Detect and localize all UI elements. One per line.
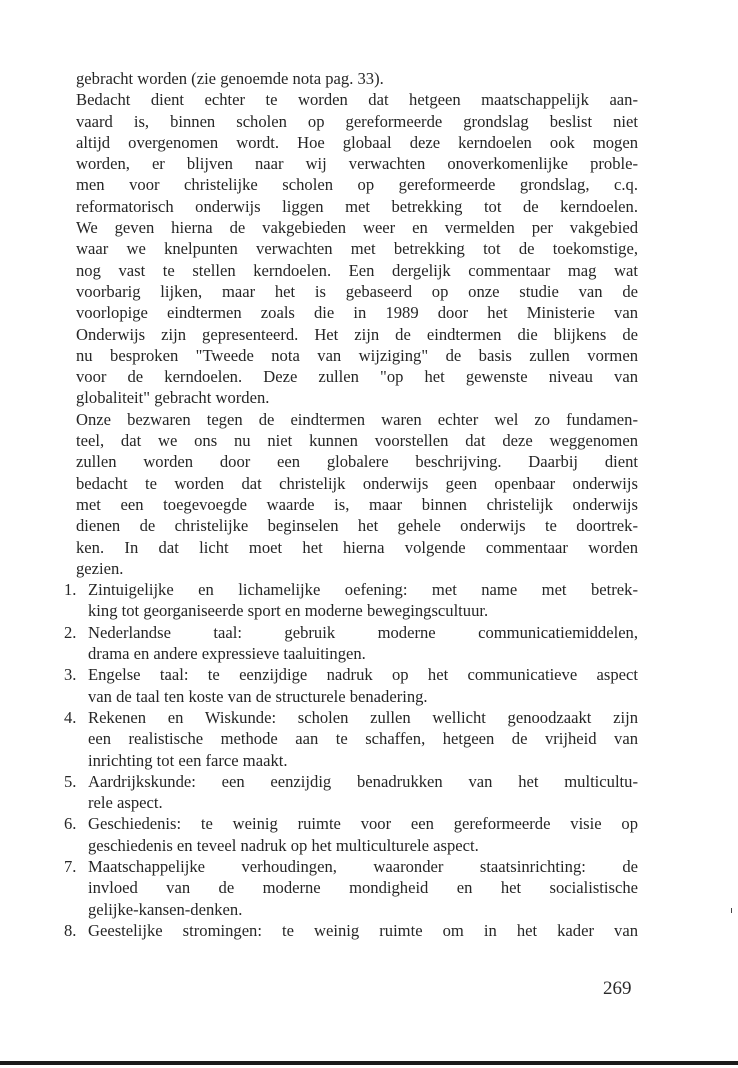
list-item-line [64, 813, 638, 834]
list-item-line: king tot georganiseerde sport en moderne bewegingscultuur. [88, 601, 489, 621]
text-line: bedacht te worden dat christelijk onderwijs geen openbaar onderwijs [76, 473, 638, 493]
text-line: met een toegevoegde waarde is, maar binnen christelijk onderwijs [76, 494, 638, 514]
list-item-line [64, 664, 638, 685]
paragraph-2 [76, 409, 638, 579]
text-line: nu besproken "Tweede nota van wijziging" de basis zullen vormen [76, 345, 638, 365]
list-item [64, 920, 638, 941]
list-number: 1. [64, 580, 77, 600]
page-text [64, 68, 638, 941]
list-number: 8. [64, 920, 77, 940]
list-item [64, 664, 638, 707]
list-item [64, 813, 638, 856]
list-number: 7. [64, 856, 77, 876]
list-item-line: invloed van de moderne mondigheid en het socialistische [88, 878, 638, 898]
text-line: We geven hierna de vakgebieden weer en vermelden per vakgebied [76, 218, 638, 238]
list-item [64, 771, 638, 814]
list-number: 2. [64, 622, 77, 642]
text-line: voorlopige eindtermen zoals die in 1989 door het Ministerie van [76, 303, 638, 323]
text-line: Onderwijs zijn gepresenteerd. Het zijn de eindtermen die blijkens de [76, 324, 638, 344]
text-line: Onze bezwaren tegen de eindtermen waren echter wel zo fundamen- [76, 409, 638, 429]
text-line: gezien. [76, 558, 124, 578]
list-item-line [64, 622, 638, 643]
text-line: worden, er blijven naar wij verwachten onoverkomenlijke proble- [76, 154, 638, 174]
list-item-line: rele aspect. [88, 793, 163, 813]
list-text: Geestelijke stromingen: te weinig ruimte om in het kader van [88, 920, 638, 940]
paragraph-1 [76, 68, 638, 409]
bottom-rule [0, 1061, 738, 1065]
list-number: 5. [64, 771, 77, 791]
list-item-line: geschiedenis en teveel nadruk op het multiculturele aspect. [88, 835, 479, 855]
text-line: ken. In dat licht moet het hierna volgende commentaar worden [76, 537, 638, 557]
list-item [64, 856, 638, 920]
list-text: Maatschappelijke verhoudingen, waaronder staatsinrichting: de [88, 856, 638, 876]
text-line: waar we knelpunten verwachten met betrekking tot de toekomstige, [76, 239, 638, 259]
text-line: dienen de christelijke beginselen het gehele onderwijs te doortrek- [76, 516, 638, 536]
text-line: voor de kerndoelen. Deze zullen "op het gewenste niveau van [76, 367, 638, 387]
list-item-line [64, 920, 638, 941]
list-item-line [64, 771, 638, 792]
list-item [64, 707, 638, 771]
list-item-line: drama en andere expressieve taaluitingen. [88, 644, 366, 664]
list-item-line [64, 856, 638, 877]
list-text: Aardrijkskunde: een eenzijdig benadrukken van het multicultu- [88, 771, 638, 791]
list-item-line: inrichting tot een farce maakt. [88, 750, 288, 770]
text-line: men voor christelijke scholen op gereformeerde grondslag, c.q. [76, 175, 638, 195]
text-line: voorbarig lijken, maar het is gebaseerd op onze studie van de [76, 281, 638, 301]
text-line: nog vast te stellen kerndoelen. Een dergelijk commentaar mag wat [76, 260, 638, 280]
text-line: altijd overgenomen wordt. Hoe globaal deze kerndoelen ook mogen [76, 132, 638, 152]
text-line: gebracht worden (zie genoemde nota pag. 33). [76, 69, 384, 88]
text-line: teel, dat we ons nu niet kunnen voorstellen dat deze weggenomen [76, 431, 638, 451]
list-item-line: een realistische methode aan te schaffen, hetgeen de vrijheid van [88, 729, 638, 749]
list-number: 3. [64, 665, 77, 685]
list-number: 4. [64, 707, 77, 727]
text-line: globaliteit" gebracht worden. [76, 388, 270, 408]
text-line: Bedacht dient echter te worden dat hetgeen maatschappelijk aan- [76, 90, 638, 110]
list-item [64, 622, 638, 665]
list-item [64, 579, 638, 622]
list-item-line: gelijke-kansen-denken. [88, 899, 243, 919]
list-text: Nederlandse taal: gebruik moderne communicatiemiddelen, [88, 622, 638, 642]
text-line: vaard is, binnen scholen op gereformeerde grondslag beslist niet [76, 111, 638, 131]
list-text: Zintuigelijke en lichamelijke oefening: met name met betrek- [88, 580, 638, 600]
list-item-line [64, 579, 638, 600]
list-number: 6. [64, 814, 77, 834]
list-item-line [64, 707, 638, 728]
list-text: Engelse taal: te eenzijdige nadruk op het communicatieve aspect [88, 665, 638, 685]
page-number: 269 [603, 978, 632, 999]
list-item-line: van de taal ten koste van de structurele benadering. [88, 686, 428, 706]
list-text: Rekenen en Wiskunde: scholen zullen wellicht genoodzaakt zijn [88, 707, 638, 727]
text-line: reformatorisch onderwijs liggen met betrekking tot de kerndoelen. [76, 196, 638, 216]
numbered-list [64, 579, 638, 941]
list-text: Geschiedenis: te weinig ruimte voor een gereformeerde visie op [88, 814, 638, 834]
text-line: zullen worden door een globalere beschrijving. Daarbij dient [76, 452, 638, 472]
scan-speck [731, 908, 732, 913]
